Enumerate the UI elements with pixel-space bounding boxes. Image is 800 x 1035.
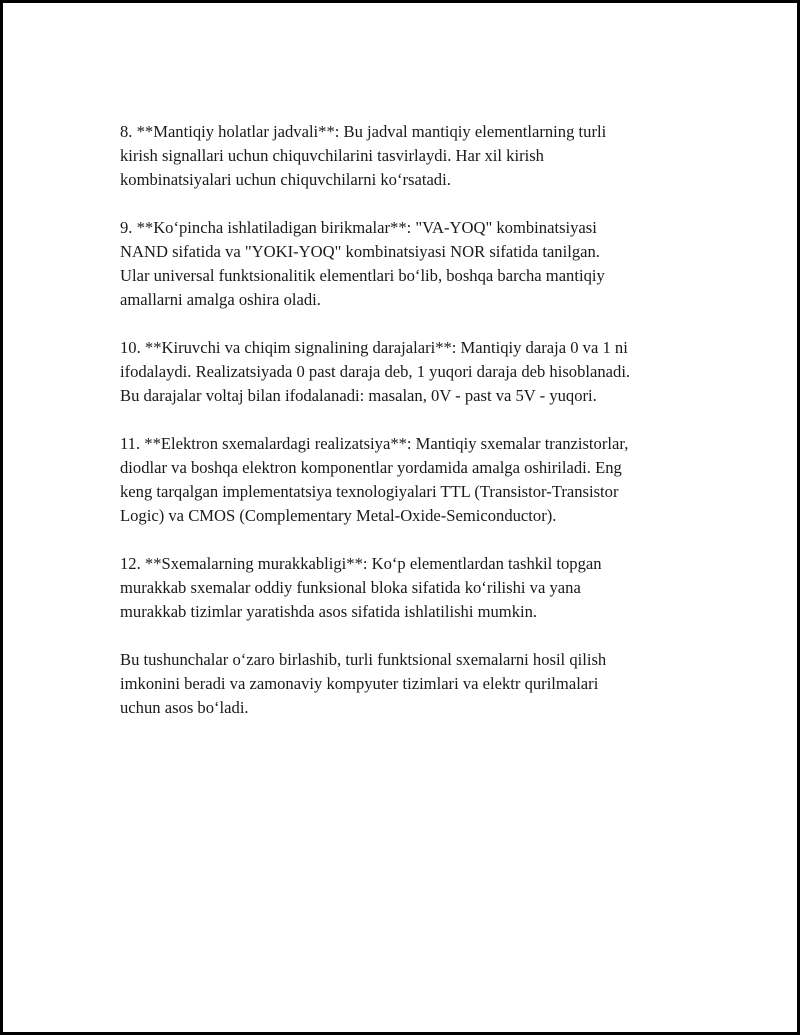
paragraph-common-combinations xyxy=(120,216,710,312)
text-line: 8. **Mantiqiy holatlar jadvali**: Bu jadval mantiqiy elementlarning turli xyxy=(120,122,607,141)
text-line: Logic) va CMOS (Complementary Metal-Oxide-Semiconductor). xyxy=(120,506,557,525)
text-line: kombinatsiyalari uchun chiquvchilarni ko‘rsatadi. xyxy=(120,170,451,189)
text-line: ifodalaydi. Realizatsiyada 0 past daraja deb, 1 yuqori daraja deb hisoblanadi. xyxy=(120,362,631,381)
paragraph-signal-levels xyxy=(120,336,710,408)
text-line: diodlar va boshqa elektron komponentlar yordamida amalga oshiriladi. Eng xyxy=(120,458,622,477)
text-line: uchun asos bo‘ladi. xyxy=(120,698,249,717)
text-line: amallarni amalga oshira oladi. xyxy=(120,290,321,309)
text-line: kirish signallari uchun chiquvchilarini tasvirlaydi. Har xil kirish xyxy=(120,146,544,165)
text-line: Bu darajalar voltaj bilan ifodalanadi: masalan, 0V - past va 5V - yuqori. xyxy=(120,386,597,405)
text-line: NAND sifatida va "YOKI-YOQ" kombinatsiyasi NOR sifatida tanilgan. xyxy=(120,242,600,261)
paragraph-truth-table xyxy=(120,120,710,192)
text-line: murakkab sxemalar oddiy funksional bloka sifatida ko‘rilishi va yana xyxy=(120,578,581,597)
text-line: 11. **Elektron sxemalardagi realizatsiya**: Mantiqiy sxemalar tranzistorlar, xyxy=(120,434,629,453)
paragraph-circuit-complexity xyxy=(120,552,710,624)
text-line: 10. **Kiruvchi va chiqim signalining darajalari**: Mantiqiy daraja 0 va 1 ni xyxy=(120,338,628,357)
text-line: 12. **Sxemalarning murakkabligi**: Ko‘p elementlardan tashkil topgan xyxy=(120,554,602,573)
text-line: murakkab tizimlar yaratishda asos sifatida ishlatilishi mumkin. xyxy=(120,602,538,621)
paragraph-electronic-realization xyxy=(120,432,710,528)
paragraph-conclusion xyxy=(120,648,710,720)
text-line: 9. **Ko‘pincha ishlatiladigan birikmalar**: "VA-YOQ" kombinatsiyasi xyxy=(120,218,597,237)
text-line: imkonini beradi va zamonaviy kompyuter tizimlari va elektr qurilmalari xyxy=(120,674,599,693)
document-body xyxy=(120,120,710,744)
text-line: keng tarqalgan implementatsiya texnologiyalari TTL (Transistor-Transistor xyxy=(120,482,619,501)
text-line: Ular universal funktsionalitik elementlari bo‘lib, boshqa barcha mantiqiy xyxy=(120,266,605,285)
text-line: Bu tushunchalar o‘zaro birlashib, turli funktsional sxemalarni hosil qilish xyxy=(120,650,607,669)
